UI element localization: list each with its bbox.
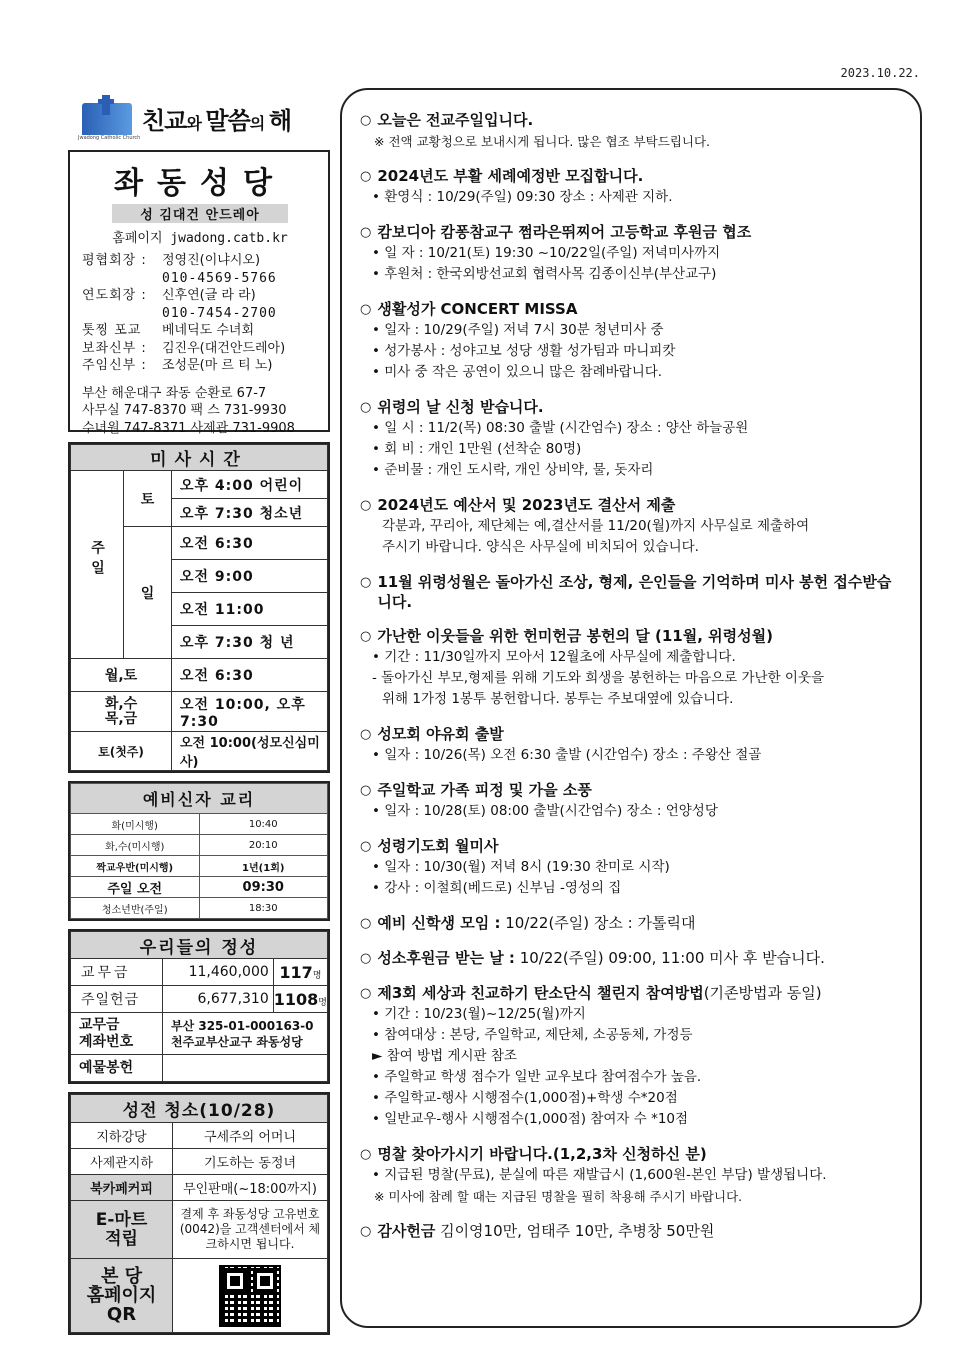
staff-row — [82, 287, 318, 305]
cleaning-box — [68, 1092, 330, 1335]
notice-title — [360, 913, 904, 934]
circle-bullet-icon: ○ — [360, 951, 372, 966]
notice-line: • 강사 : 이철희(베드로) 신부님 -영성의 집 — [372, 880, 622, 896]
left-column — [68, 92, 330, 1335]
circle-bullet-icon: ○ — [360, 302, 372, 317]
offering-count — [273, 959, 327, 986]
staff-row — [82, 322, 318, 340]
staff-role: 주임신부 : — [82, 358, 147, 373]
catechism-class: 짝교우반(미시행) — [71, 856, 200, 877]
mass-time: 오후 7:30 청 년 — [172, 626, 328, 659]
weekday-label: 토(첫주) — [71, 732, 172, 771]
notice-line: • 참여대상 : 본당, 주일학교, 제단체, 소공동체, 가정등 — [372, 1027, 693, 1043]
offering-box — [68, 929, 330, 1084]
logo-subtext: Jwadong Catholic Church — [78, 135, 141, 141]
notice-line: ► 참여 방법 게시판 참조 — [372, 1048, 517, 1064]
theme-word-1: 친교 — [142, 106, 187, 135]
weekday-label: 월,토 — [71, 659, 172, 692]
theme-particle-1: 와 — [186, 113, 206, 133]
year-theme — [142, 101, 291, 136]
notice-line: • 준비물 : 개인 도시락, 개인 상비약, 물, 돗자리 — [372, 462, 654, 478]
address-block — [82, 385, 318, 438]
notice-item — [360, 836, 904, 899]
notice-title — [360, 1221, 904, 1242]
staff-role: 평협회장 : — [82, 253, 147, 268]
notice-title-text: 오늘은 전교주일입니다. — [377, 111, 534, 129]
notice-title-text: 주일학교 가족 피정 및 가을 소풍 — [377, 781, 592, 799]
offering-title: 우리들의 정성 — [71, 932, 328, 959]
notice-title-text: 캄보디아 캄퐁참교구 쩜라은뛰찌어 고등학교 후원금 협조 — [377, 223, 752, 241]
logo — [78, 92, 330, 144]
notice-title — [360, 948, 904, 969]
count-value: 1108 — [273, 989, 319, 1009]
notice-line: • 일 자 : 10/21(토) 19:30 ~10/22일(주일) 저녁미사까지 — [372, 245, 721, 261]
notice-line: • 미사 중 작은 공연이 있으니 많은 참례바랍니다. — [372, 364, 663, 380]
circle-bullet-icon: ○ — [360, 783, 372, 798]
notice-title — [360, 983, 904, 1004]
mass-time: 오전 10:00(성모신심미사) — [172, 732, 328, 771]
notice-line: • 일자 : 10/30(월) 저녁 8시 (19:30 찬미로 시작) — [372, 859, 670, 875]
offering-type: 교무금 — [71, 959, 163, 986]
circle-bullet-icon: ○ — [360, 400, 372, 415]
catechism-class: 화(미시행) — [71, 814, 200, 835]
circle-bullet-icon: ○ — [360, 225, 372, 240]
notice-title-text: 성모회 야유회 출발 — [377, 725, 504, 743]
notice-title-wrap — [377, 166, 643, 187]
notices-panel — [340, 88, 922, 1328]
staff-row — [82, 357, 318, 375]
notice-title-detail: (기존방법과 동일) — [703, 984, 822, 1002]
count-unit: 명 — [318, 997, 327, 1008]
cleaning-area: 지하강당 — [71, 1123, 173, 1149]
circle-bullet-icon: ○ — [360, 113, 372, 128]
notice-item — [360, 495, 904, 558]
notice-item — [360, 948, 904, 969]
staff-value: 베네딕도 수녀회 — [162, 323, 255, 338]
notice-line: • 환영식 : 10/29(주일) 09:30 장소 : 사제관 지하. — [372, 189, 673, 205]
offering-count — [273, 986, 327, 1013]
circle-bullet-icon: ○ — [360, 727, 372, 742]
convent-phone: 수녀원 747-8371 사제관 731-9908 — [82, 420, 295, 436]
notice-line: • 일자 : 10/26(목) 오전 6:30 출발 (시간엄수) 장소 : 주왕산 절골 — [372, 747, 762, 763]
notice-line: • 주일학교 학생 점수가 일반 교우보다 참여점수가 높음. — [372, 1069, 702, 1085]
mass-time: 오후 4:00 어린이 — [172, 471, 328, 499]
staff-row — [82, 270, 318, 288]
notice-item — [360, 572, 904, 612]
notice-item — [360, 626, 904, 710]
circle-bullet-icon: ○ — [360, 629, 372, 644]
notice-title — [360, 780, 904, 801]
notice-title-wrap — [377, 110, 533, 131]
cleaning-area: 북카페커피 — [71, 1175, 173, 1201]
notice-title-text: 생활성가 CONCERT MISSA — [377, 300, 578, 318]
catechism-box — [68, 781, 330, 921]
notice-title-text: 2024년도 부활 세례예정반 모집합니다. — [377, 167, 644, 185]
catechism-class: 화,수(미시행) — [71, 835, 200, 856]
notice-line: 각분과, 꾸리아, 제단체는 예,결산서를 11/20(월)까지 사무실로 제출하여 — [382, 518, 810, 534]
notice-line: - 돌아가신 부모,형제를 위해 기도와 희생을 봉헌하는 마음으로 가난한 이웃을 — [372, 670, 825, 686]
mass-time: 오전 11:00 — [172, 593, 328, 626]
account-number: 부산 325-01-000163-0 천주교부산교구 좌동성당 — [163, 1013, 328, 1055]
qr-cell — [173, 1259, 328, 1333]
notice-title-text: 감사헌금 — [377, 1222, 436, 1240]
building-offering-label: 예물봉헌 — [71, 1055, 163, 1082]
catechism-time: 20:10 — [199, 835, 328, 856]
circle-bullet-icon: ○ — [360, 916, 372, 931]
notice-line: ※ 전액 교황청으로 보내시게 됩니다. 많은 협조 부탁드립니다. — [374, 134, 711, 149]
staff-row — [82, 305, 318, 323]
catechism-title: 예비신자 교리 — [71, 784, 328, 814]
catechism-time: 1년(1회) — [199, 856, 328, 877]
notice-title — [360, 222, 904, 243]
church-info-box — [68, 150, 330, 436]
notice-title — [360, 495, 904, 516]
notice-title-detail: 10/22(주일) 09:00, 11:00 미사 후 받습니다. — [514, 949, 825, 967]
building-offering-value — [163, 1055, 328, 1082]
catechism-time: 09:30 — [199, 877, 328, 898]
notice-title-wrap — [377, 572, 904, 612]
notice-title — [360, 626, 904, 647]
notice-line: • 후원처 : 한국외방선교회 협력사목 김종이신부(부산교구) — [372, 266, 717, 282]
address: 부산 해운대구 좌동 순환로 67-7 — [82, 385, 267, 401]
catechism-class: 청소년반(주일) — [71, 898, 200, 919]
circle-bullet-icon: ○ — [360, 1224, 372, 1239]
notice-title-text: 가난한 이웃들을 위한 헌미헌금 봉헌의 달 (11월, 위령성월) — [377, 627, 773, 645]
staff-role — [82, 270, 162, 288]
notice-title-text: 명찰 찾아가시기 바랍니다.(1,2,3차 신청하신 분) — [377, 1145, 707, 1163]
cleaning-area: 사제관지하 — [71, 1149, 173, 1175]
notice-line: • 기간 : 10/23(월)~12/25(월)까지 — [372, 1006, 586, 1022]
notice-title-wrap — [377, 836, 498, 857]
staff-row — [82, 252, 318, 270]
notice-item — [360, 724, 904, 766]
notice-line: 위해 1가정 1봉투 봉헌합니다. 봉투는 주보대옆에 있습니다. — [382, 691, 734, 707]
count-unit: 명 — [312, 970, 322, 981]
notice-title-wrap — [377, 983, 821, 1004]
notice-title-text: 성령기도회 월미사 — [377, 837, 499, 855]
staff-role: 연도회장 : — [82, 288, 147, 303]
notice-title — [360, 836, 904, 857]
notice-title-wrap — [377, 1144, 706, 1165]
notice-title-text: 위령의 날 신청 받습니다. — [377, 398, 544, 416]
offering-type: 주일헌금 — [71, 986, 163, 1013]
notice-line: • 주일학교-행사 시행점수(1,000점)+학생 수*20점 — [372, 1090, 678, 1106]
staff-value: 조성문(마 르 티 노) — [162, 358, 273, 373]
church-patron: 성 김대건 안드레아 — [112, 204, 288, 223]
notice-item — [360, 222, 904, 285]
offering-amount: 11,460,000 — [163, 959, 274, 986]
cleaning-group: 기도하는 동정녀 — [173, 1149, 328, 1175]
circle-bullet-icon: ○ — [360, 575, 372, 590]
notice-title-text: 성소후원금 받는 날 : — [377, 949, 515, 967]
notice-item — [360, 1221, 904, 1242]
church-name: 좌동성당 — [114, 166, 286, 201]
notice-title-text: 제3회 세상과 친교하기 탄소단식 챌린지 참여방법 — [377, 984, 704, 1002]
circle-bullet-icon: ○ — [360, 169, 372, 184]
notice-title — [360, 1144, 904, 1165]
staff-row — [82, 340, 318, 358]
church-logo-icon — [78, 95, 141, 141]
notice-item — [360, 1144, 904, 1207]
staff-role — [82, 305, 162, 323]
mass-time: 오전 10:00, 오후 7:30 — [172, 692, 328, 732]
sun-label: 일 — [124, 527, 172, 659]
mass-time: 오후 7:30 청소년 — [172, 499, 328, 527]
mass-title: 미사시간 — [71, 445, 328, 471]
office-phone: 사무실 747-8370 팩 스 731-9930 — [82, 403, 287, 418]
cleaning-group: 무인판매(~18:00까지) — [173, 1175, 328, 1201]
circle-bullet-icon: ○ — [360, 1147, 372, 1162]
mass-time: 오전 9:00 — [172, 560, 328, 593]
theme-word-3: 해 — [268, 106, 291, 135]
mass-schedule — [68, 442, 330, 773]
notice-line: • 성가봉사 : 성야고보 성당 생활 성가팀과 마니피캇 — [372, 343, 676, 359]
notice-title-wrap — [377, 299, 577, 320]
notice-title-wrap — [377, 913, 695, 934]
staff-value: 010-7454-2700 — [162, 305, 277, 321]
mass-time: 오전 6:30 — [172, 527, 328, 560]
cleaning-group: 구세주의 어머니 — [173, 1123, 328, 1149]
notice-item — [360, 913, 904, 934]
theme-particle-2: 의 — [249, 113, 269, 133]
notice-title-wrap — [377, 780, 591, 801]
notice-item — [360, 166, 904, 208]
notice-line: • 일자 : 10/28(토) 08:00 출발(시간엄수) 장소 : 언양성당 — [372, 803, 718, 819]
notice-line: ※ 미사에 참례 할 때는 지급된 명찰을 필히 착용해 주시기 바랍니다. — [374, 1189, 743, 1204]
cleaning-title: 성전 청소(10/28) — [71, 1095, 328, 1123]
theme-word-2: 말씀 — [205, 106, 250, 135]
circle-bullet-icon: ○ — [360, 839, 372, 854]
staff-value: 김진우(대건안드레아) — [162, 340, 286, 356]
sunday-label — [71, 471, 124, 659]
notice-item — [360, 299, 904, 383]
emart-note: 결제 후 좌동성당 고유번호(0042)을 고객센터에서 체크하시면 됩니다. — [173, 1201, 328, 1259]
staff-value: 신후연(글 라 라) — [162, 288, 256, 303]
notice-title-wrap — [377, 948, 825, 969]
circle-bullet-icon: ○ — [360, 498, 372, 513]
mass-time: 오전 6:30 — [172, 659, 328, 692]
bulletin-date: 2023.10.22. — [840, 66, 920, 80]
notice-item — [360, 780, 904, 822]
notice-title-wrap — [377, 222, 751, 243]
circle-bullet-icon: ○ — [360, 986, 372, 1001]
notice-line: 주시기 바랍니다. 양식은 사무실에 비치되어 있습니다. — [382, 539, 699, 555]
notice-title-wrap — [377, 1221, 714, 1242]
notice-title — [360, 572, 904, 612]
notice-line: • 일자 : 10/29(주일) 저녁 7시 30분 청년미사 중 — [372, 322, 664, 338]
notice-title-wrap — [377, 397, 543, 418]
notice-title-text: 예비 신학생 모임 : — [377, 914, 501, 932]
notice-title — [360, 110, 904, 131]
catechism-class: 주일 오전 — [71, 877, 200, 898]
staff-role: 보좌신부 : — [82, 340, 147, 356]
staff-value: 010-4569-5766 — [162, 270, 277, 286]
notice-item — [360, 110, 904, 152]
notice-title-wrap — [377, 495, 675, 516]
sat-label: 토 — [124, 471, 172, 527]
notice-title-text: 2024년도 예산서 및 2023년도 결산서 제출 — [377, 496, 676, 514]
notice-title-text: 11월 위령성월은 돌아가신 조상, 형제, 은인들을 기억하며 미사 봉헌 접수받습니다. — [377, 573, 892, 611]
notice-title-wrap — [377, 724, 503, 745]
sunday-text: 주일 — [89, 540, 105, 580]
count-value: 117 — [279, 962, 313, 982]
notice-item — [360, 397, 904, 481]
notice-title-detail: 김이영10만, 엄태주 10만, 추병창 50만원 — [435, 1222, 715, 1240]
notice-line: • 기간 : 11/30일까지 모아서 12월초에 사무실에 제출합니다. — [372, 649, 736, 665]
qr-code-icon[interactable] — [219, 1265, 281, 1327]
notice-item — [360, 983, 904, 1130]
emart-label: E-마트 적립 — [71, 1201, 173, 1259]
notice-line: • 지급된 명찰(무료), 분실에 따른 재발급시 (1,600원-본인 부담) 발생됩니다. — [372, 1167, 827, 1183]
notice-title — [360, 397, 904, 418]
homepage-url[interactable]: 홈페이지 jwadong.catb.kr — [112, 231, 288, 246]
notice-title-wrap — [377, 626, 773, 647]
notice-line: • 일 시 : 11/2(목) 08:30 출발 (시간엄수) 장소 : 양산 하늘공원 — [372, 420, 749, 436]
staff-value: 정영진(이냐시오) — [162, 253, 261, 268]
notice-title-detail: 10/22(주일) 장소 : 가톨릭대 — [500, 914, 696, 932]
catechism-time: 10:40 — [199, 814, 328, 835]
notice-line: • 일반교우-행사 시행점수(1,000점) 참여자 수 *10점 — [372, 1111, 689, 1127]
account-label: 교무금 계좌번호 — [71, 1013, 163, 1055]
notice-title — [360, 299, 904, 320]
catechism-time: 18:30 — [199, 898, 328, 919]
offering-amount: 6,677,310 — [163, 986, 274, 1013]
staff-role: 톳찡 포교 — [82, 323, 142, 338]
weekday-label: 화,수 목,금 — [71, 692, 172, 732]
notice-title — [360, 724, 904, 745]
notice-title — [360, 166, 904, 187]
notice-line: • 회 비 : 개인 1만원 (선착순 80명) — [372, 441, 582, 457]
qr-label: 본 당 홈페이지 QR — [71, 1259, 173, 1333]
